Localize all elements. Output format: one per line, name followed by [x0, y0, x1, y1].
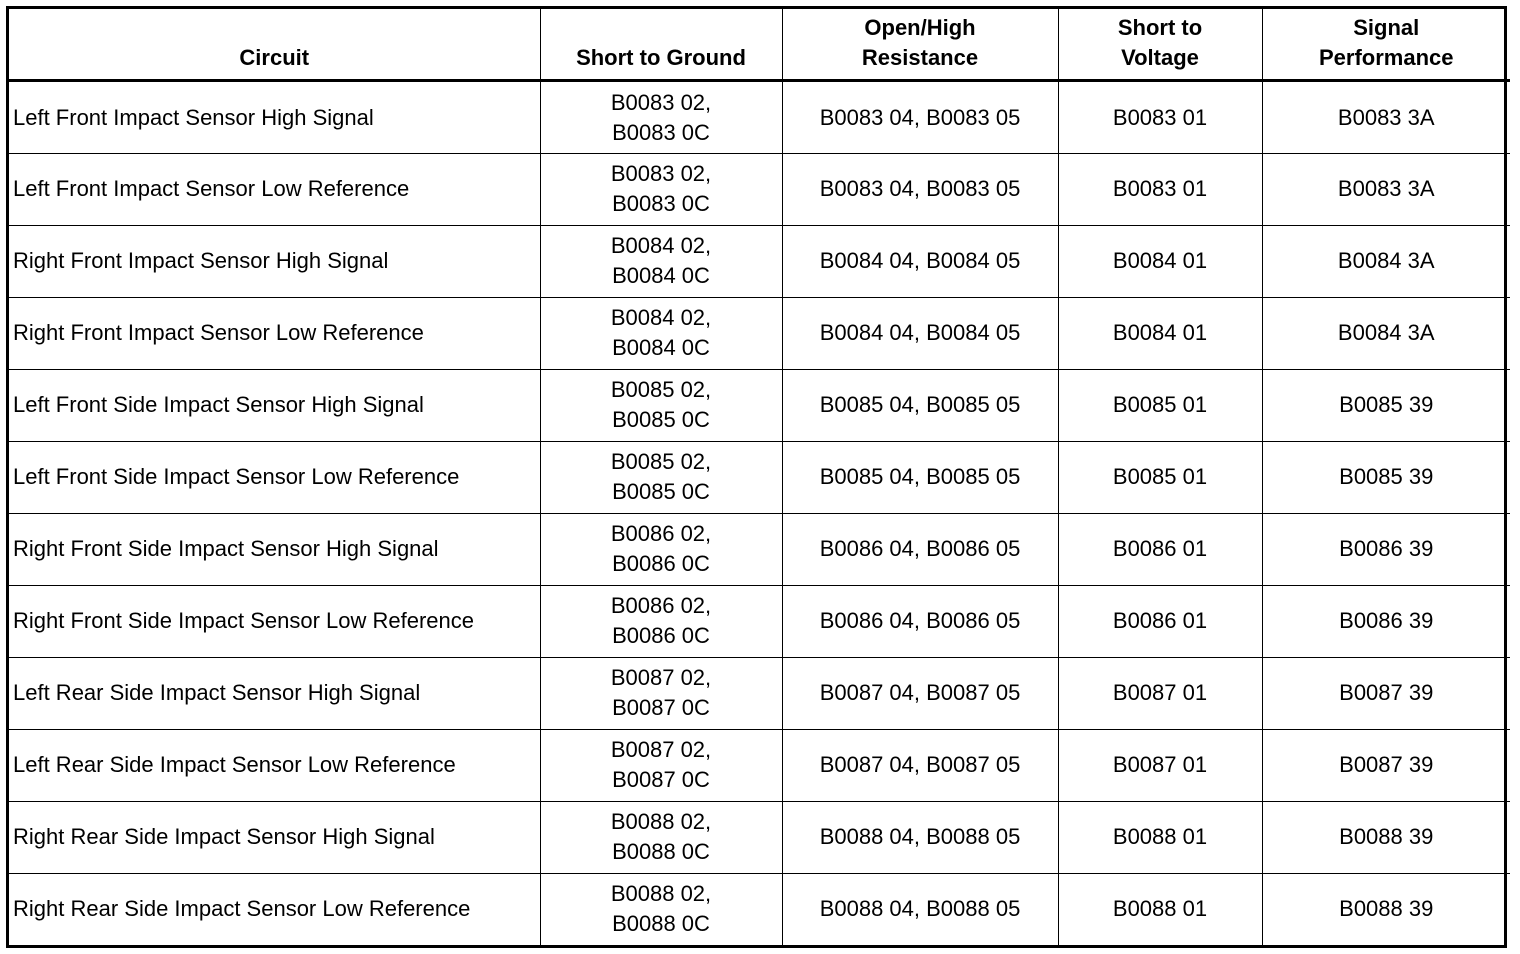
cell-signal-performance: B0083 3A — [1262, 154, 1510, 226]
table-row — [9, 369, 1510, 441]
cell-circuit: Left Front Side Impact Sensor Low Reference — [9, 441, 540, 513]
cell-signal-performance: B0086 39 — [1262, 585, 1510, 657]
cell-short-to-voltage: B0088 01 — [1058, 873, 1262, 945]
cell-short-to-voltage: B0087 01 — [1058, 729, 1262, 801]
header-open-high-resistance — [782, 9, 1058, 81]
cell-circuit: Left Rear Side Impact Sensor Low Reference — [9, 729, 540, 801]
cell-signal-performance: B0085 39 — [1262, 369, 1510, 441]
cell-signal-performance: B0088 39 — [1262, 873, 1510, 945]
cell-open-high-resistance: B0085 04, B0085 05 — [782, 441, 1058, 513]
cell-short-to-voltage: B0086 01 — [1058, 513, 1262, 585]
cell-signal-performance: B0083 3A — [1262, 81, 1510, 154]
table-row — [9, 225, 1510, 297]
cell-short-to-voltage: B0083 01 — [1058, 154, 1262, 226]
cell-signal-performance: B0084 3A — [1262, 225, 1510, 297]
cell-short-to-ground-code: B0084 02, — [610, 233, 712, 259]
cell-short-to-voltage: B0086 01 — [1058, 585, 1262, 657]
table-row — [9, 873, 1510, 945]
cell-signal-performance: B0088 39 — [1262, 801, 1510, 873]
cell-short-to-ground-code: B0086 0C — [612, 623, 710, 649]
cell-short-to-ground-code: B0088 02, — [610, 881, 712, 907]
cell-short-to-ground-code: B0084 02, — [610, 305, 712, 331]
cell-circuit: Left Front Side Impact Sensor High Signal — [9, 369, 540, 441]
header-signal-performance — [1262, 9, 1510, 81]
header-short-to-voltage-line-2: Voltage — [1121, 45, 1199, 70]
cell-circuit: Right Rear Side Impact Sensor Low Reference — [9, 873, 540, 945]
dtc-table — [9, 9, 1510, 945]
cell-short-to-ground-code: B0087 0C — [612, 767, 710, 793]
cell-short-to-ground-code: B0088 0C — [612, 911, 710, 937]
cell-open-high-resistance: B0083 04, B0083 05 — [782, 154, 1058, 226]
header-short-to-ground-line: Short to Ground — [576, 45, 746, 70]
cell-short-to-ground — [540, 154, 782, 226]
cell-short-to-ground-code: B0083 0C — [612, 119, 710, 145]
cell-signal-performance: B0084 3A — [1262, 297, 1510, 369]
cell-open-high-resistance: B0084 04, B0084 05 — [782, 225, 1058, 297]
cell-open-high-resistance: B0086 04, B0086 05 — [782, 585, 1058, 657]
cell-short-to-ground-code: B0084 0C — [612, 263, 710, 289]
table-row — [9, 801, 1510, 873]
cell-circuit: Left Front Impact Sensor High Signal — [9, 81, 540, 154]
header-signal-performance-line-1: Signal — [1353, 15, 1420, 40]
cell-short-to-ground-code: B0085 02, — [610, 449, 712, 475]
cell-signal-performance: B0087 39 — [1262, 657, 1510, 729]
table-row — [9, 657, 1510, 729]
cell-signal-performance: B0086 39 — [1262, 513, 1510, 585]
table-row — [9, 729, 1510, 801]
header-short-to-voltage — [1058, 9, 1262, 81]
cell-circuit: Right Front Side Impact Sensor High Signal — [9, 513, 540, 585]
cell-short-to-voltage: B0085 01 — [1058, 369, 1262, 441]
header-circuit-line: Circuit — [239, 45, 310, 70]
cell-short-to-ground — [540, 81, 782, 154]
cell-short-to-ground — [540, 441, 782, 513]
cell-open-high-resistance: B0087 04, B0087 05 — [782, 729, 1058, 801]
cell-circuit: Right Rear Side Impact Sensor High Signal — [9, 801, 540, 873]
cell-short-to-ground — [540, 585, 782, 657]
table-row — [9, 154, 1510, 226]
cell-signal-performance: B0085 39 — [1262, 441, 1510, 513]
table-body — [9, 81, 1510, 946]
table-row — [9, 513, 1510, 585]
cell-circuit: Right Front Side Impact Sensor Low Reference — [9, 585, 540, 657]
cell-short-to-ground-code: B0083 0C — [612, 191, 710, 217]
table-row — [9, 297, 1510, 369]
cell-short-to-ground-code: B0085 02, — [610, 377, 712, 403]
cell-short-to-ground-code: B0086 02, — [610, 593, 712, 619]
cell-short-to-ground — [540, 297, 782, 369]
table-row — [9, 81, 1510, 154]
cell-short-to-voltage: B0085 01 — [1058, 441, 1262, 513]
header-circuit — [9, 9, 540, 81]
cell-short-to-voltage: B0087 01 — [1058, 657, 1262, 729]
header-short-to-ground — [540, 9, 782, 81]
cell-short-to-ground-code: B0085 0C — [612, 479, 710, 505]
cell-short-to-ground-code: B0083 02, — [610, 89, 712, 115]
cell-open-high-resistance: B0085 04, B0085 05 — [782, 369, 1058, 441]
cell-open-high-resistance: B0088 04, B0088 05 — [782, 801, 1058, 873]
cell-circuit: Left Rear Side Impact Sensor High Signal — [9, 657, 540, 729]
cell-short-to-ground-code: B0083 02, — [610, 161, 712, 187]
dtc-table-container — [6, 6, 1507, 948]
cell-open-high-resistance: B0086 04, B0086 05 — [782, 513, 1058, 585]
header-short-to-voltage-line-1: Short to — [1117, 15, 1203, 40]
cell-short-to-voltage: B0088 01 — [1058, 801, 1262, 873]
cell-short-to-ground — [540, 801, 782, 873]
cell-short-to-ground — [540, 369, 782, 441]
cell-open-high-resistance: B0088 04, B0088 05 — [782, 873, 1058, 945]
cell-short-to-ground-code: B0084 0C — [612, 335, 710, 361]
cell-short-to-voltage: B0084 01 — [1058, 225, 1262, 297]
cell-short-to-ground-code: B0087 02, — [610, 665, 712, 691]
table-row — [9, 441, 1510, 513]
cell-short-to-voltage: B0083 01 — [1058, 81, 1262, 154]
cell-circuit: Left Front Impact Sensor Low Reference — [9, 154, 540, 226]
table-row — [9, 585, 1510, 657]
header-open-high-resistance-line-2: Resistance — [861, 45, 979, 70]
cell-short-to-ground — [540, 513, 782, 585]
cell-short-to-ground — [540, 657, 782, 729]
cell-open-high-resistance: B0084 04, B0084 05 — [782, 297, 1058, 369]
cell-short-to-ground-code: B0086 0C — [612, 551, 710, 577]
cell-short-to-ground — [540, 729, 782, 801]
header-open-high-resistance-line-1: Open/High — [864, 15, 976, 40]
cell-short-to-ground-code: B0088 0C — [612, 839, 710, 865]
cell-short-to-ground — [540, 873, 782, 945]
cell-short-to-voltage: B0084 01 — [1058, 297, 1262, 369]
cell-short-to-ground-code: B0086 02, — [610, 521, 712, 547]
cell-short-to-ground-code: B0088 02, — [610, 809, 712, 835]
cell-short-to-ground-code: B0087 0C — [612, 695, 710, 721]
cell-open-high-resistance: B0087 04, B0087 05 — [782, 657, 1058, 729]
header-signal-performance-line-2: Performance — [1318, 45, 1454, 70]
cell-circuit: Right Front Impact Sensor Low Reference — [9, 297, 540, 369]
cell-short-to-ground-code: B0087 02, — [610, 737, 712, 763]
cell-short-to-ground-code: B0085 0C — [612, 407, 710, 433]
cell-signal-performance: B0087 39 — [1262, 729, 1510, 801]
cell-circuit: Right Front Impact Sensor High Signal — [9, 225, 540, 297]
cell-open-high-resistance: B0083 04, B0083 05 — [782, 81, 1058, 154]
cell-short-to-ground — [540, 225, 782, 297]
header-row — [9, 9, 1510, 81]
